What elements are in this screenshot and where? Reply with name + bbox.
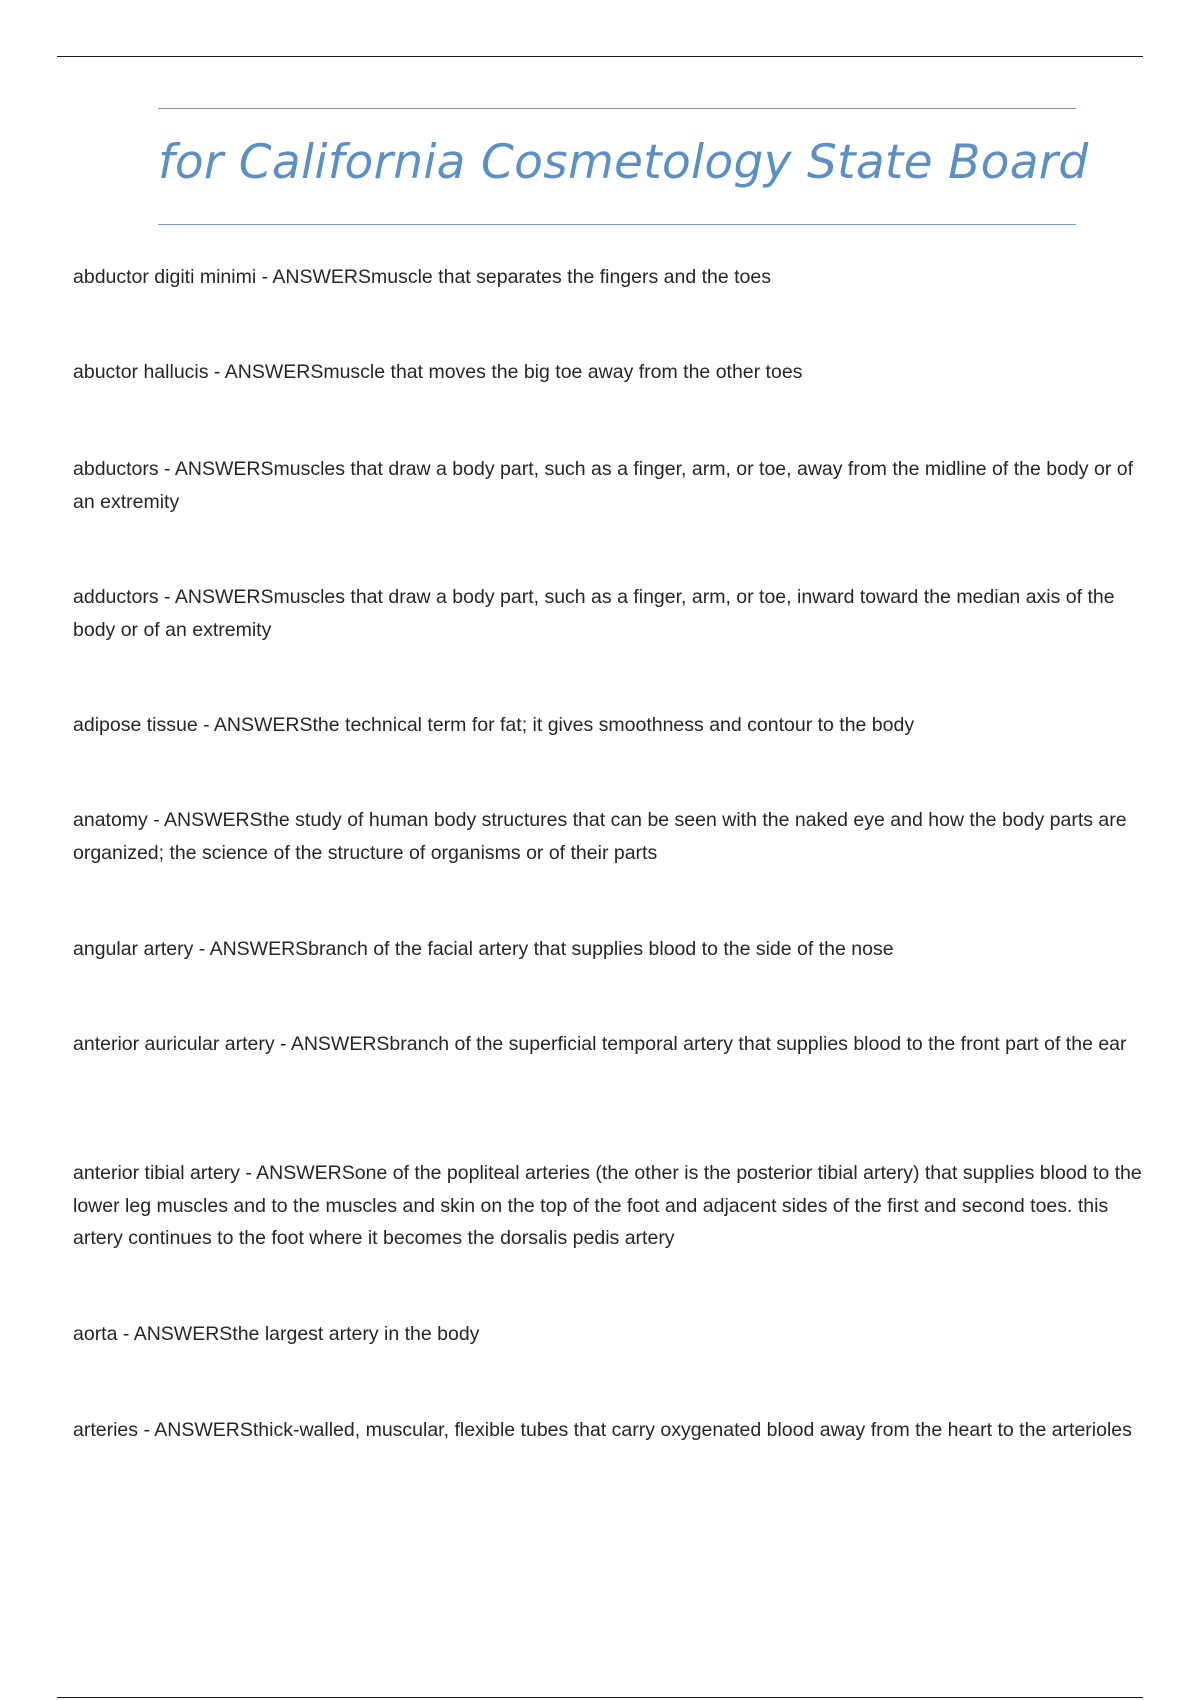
glossary-entry-adductors: adductors - ANSWERSmuscles that draw a body part, such as a finger, arm, or toe, inward toward the median axis of the body or of an extremity: [73, 586, 1115, 641]
document-title: for California Cosmetology State Board: [158, 135, 1089, 190]
glossary-entry-anatomy: anatomy - ANSWERSthe study of human body structures that can be seen with the naked eye and how the body parts are organized; the science of the structure of organisms or of their parts: [73, 809, 1127, 864]
glossary-entry-arteries: arteries - ANSWERSthick-walled, muscular, flexible tubes that carry oxygenated blood away from the heart to the arterioles: [73, 1419, 1132, 1441]
glossary-entry-abuctor-hallucis: abuctor hallucis - ANSWERSmuscle that moves the big toe away from the other toes: [73, 361, 803, 383]
glossary-entry-abductor-digiti-minimi: abductor digiti minimi - ANSWERSmuscle that separates the fingers and the toes: [73, 266, 771, 288]
title-bottom-rule: [158, 224, 1076, 225]
page-bottom-rule: [57, 1697, 1143, 1698]
glossary-entry-anterior-auricular-artery: anterior auricular artery - ANSWERSbranch of the superficial temporal artery that supplies blood to the front part of the ear: [73, 1033, 1127, 1055]
title-top-rule: [158, 108, 1076, 109]
glossary-entry-adipose-tissue: adipose tissue - ANSWERSthe technical term for fat; it gives smoothness and contour to the body: [73, 714, 915, 736]
glossary-entry-anterior-tibial-artery: anterior tibial artery - ANSWERSone of the popliteal arteries (the other is the posterior tibial artery) that supplies blood to the lower leg muscles and to the muscles and skin on the top of the foot and adjacent sides of the first and second toes. this artery continues to the foot where it becomes the dorsalis pedis artery: [73, 1162, 1142, 1249]
page-top-rule: [57, 56, 1143, 57]
glossary-entry-abductors: abductors - ANSWERSmuscles that draw a body part, such as a finger, arm, or toe, away from the midline of the body or of an extremity: [73, 458, 1133, 513]
title-block: [158, 108, 1089, 226]
glossary-entry-angular-artery: angular artery - ANSWERSbranch of the facial artery that supplies blood to the side of the nose: [73, 938, 894, 960]
glossary-entry-aorta: aorta - ANSWERSthe largest artery in the body: [73, 1323, 480, 1345]
